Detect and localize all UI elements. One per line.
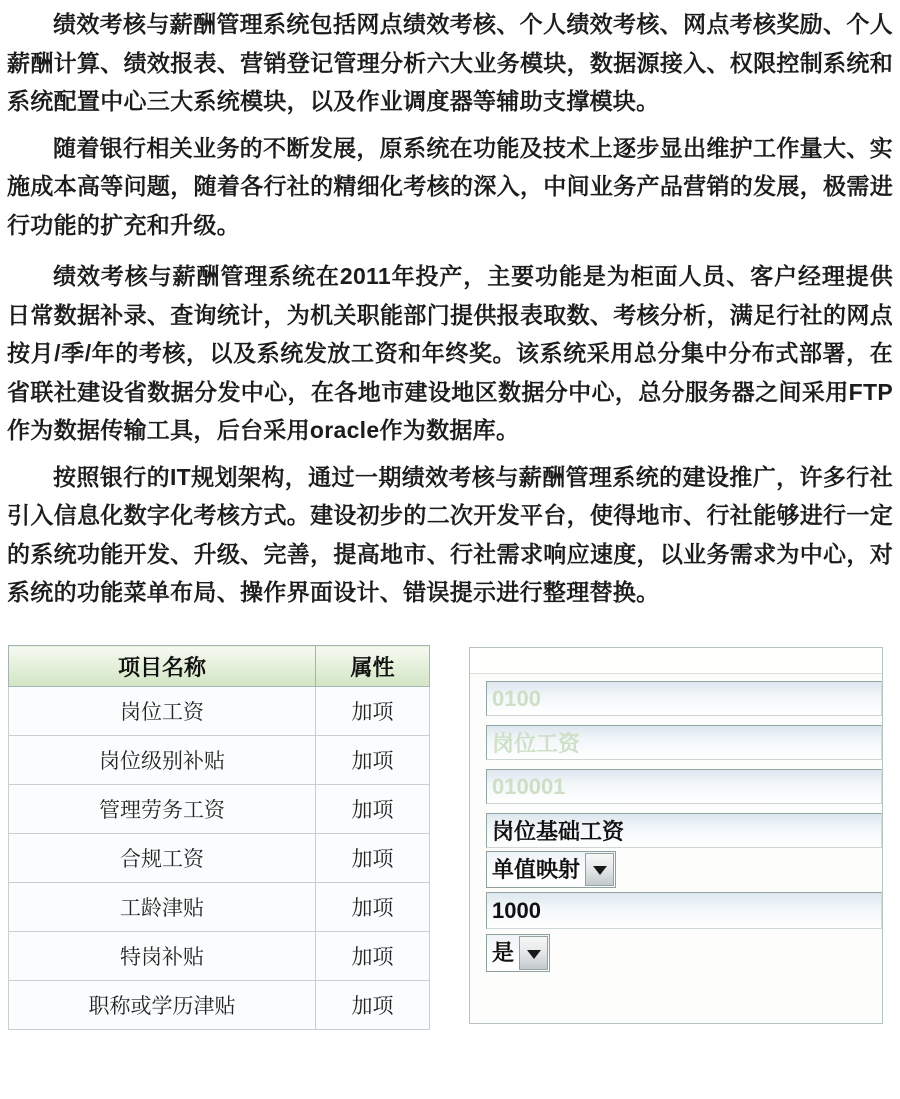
item-name-cell: 岗位工资 (9, 687, 316, 736)
attribute-cell: 加项 (316, 981, 430, 1030)
item-name-cell: 职称或学历津贴 (9, 981, 316, 1030)
table-row (9, 736, 430, 785)
attribute-cell: 加项 (316, 785, 430, 834)
mapping-type-dropdown-button[interactable] (585, 853, 614, 886)
table-header-row (9, 646, 430, 687)
chevron-down-icon (593, 866, 607, 875)
attribute-cell: 加项 (316, 932, 430, 981)
table-row (9, 883, 430, 932)
attribute-cell: 加项 (316, 834, 430, 883)
form-panel (469, 647, 883, 1024)
item-name-cell: 特岗补贴 (9, 932, 316, 981)
mapping-type-value: 单值映射 (492, 857, 581, 882)
enabled-flag-dropdown-button[interactable] (519, 936, 548, 970)
col-header-item-name: 项目名称 (9, 646, 316, 687)
enabled-flag-select[interactable] (486, 934, 550, 972)
item-name-cell: 工龄津贴 (9, 883, 316, 932)
table-row (9, 981, 430, 1030)
attribute-cell: 加项 (316, 687, 430, 736)
paragraph-it-plan: 按照银行的IT规划架构，通过一期绩效考核与薪酬管理系统的建设推广，许多行社引入信息化数字化考核方式。建设初步的二次开发平台，使得地市、行社能够进行一定的系统功能开发、升级、完善，提高地市、行社需求响应速度，以业务需求为中心，对系统的功能菜单布局、操作界面设计、错误提示进行整理替换。 (7, 463, 893, 605)
paragraph-system-history: 绩效考核与薪酬管理系统在2011年投产，主要功能是为柜面人员、客户经理提供日常数据补录、查询统计，为机关职能部门提供报表取数、考核分析，满足行社的网点按月/季/年的考核，以及系统发放工资和年终奖。该系统采用总分集中分布式部署，在省联社建设省数据分发中心，在各地市建设地区数据分中心，总分服务器之间采用FTP作为数据传输工具，后台采用oracle作为数据库。 (7, 263, 893, 443)
attribute-cell: 加项 (316, 883, 430, 932)
paragraph-modules: 绩效考核与薪酬管理系统包括网点绩效考核、个人绩效考核、网点考核奖励、个人薪酬计算、绩效报表、营销登记管理分析六大业务模块，数据源接入、权限控制系统和系统配置中心三大系统模块，以及作业调度器等辅助支撑模块。 (7, 11, 893, 114)
document-text-block (7, 5, 893, 620)
panel-form-body (470, 674, 882, 972)
salary-items-table (8, 645, 430, 1030)
table-row (9, 785, 430, 834)
amount-field[interactable] (486, 892, 882, 929)
mapping-type-select[interactable] (486, 851, 616, 888)
paragraph-background: 随着银行相关业务的不断发展，原系统在功能及技术上逐步显出维护工作量大、实施成本高等问题，随着各行社的精细化考核的深入，中间业务产品营销的发展，极需进行功能的扩充和升级。 (7, 134, 893, 238)
item-name-field (486, 725, 882, 760)
sub-item-code-field (486, 769, 882, 804)
table-row (9, 834, 430, 883)
panel-header-bar (470, 648, 882, 674)
item-name-cell: 合规工资 (9, 834, 316, 883)
col-header-attribute: 属性 (316, 646, 430, 687)
item-name-cell: 管理劳务工资 (9, 785, 316, 834)
table-row (9, 932, 430, 981)
attribute-cell: 加项 (316, 736, 430, 785)
sub-item-name-field[interactable] (486, 813, 882, 848)
item-name-cell: 岗位级别补贴 (9, 736, 316, 785)
item-code-field (486, 681, 882, 716)
table-row (9, 687, 430, 736)
chevron-down-icon (527, 950, 541, 959)
enabled-flag-value: 是 (492, 940, 515, 965)
